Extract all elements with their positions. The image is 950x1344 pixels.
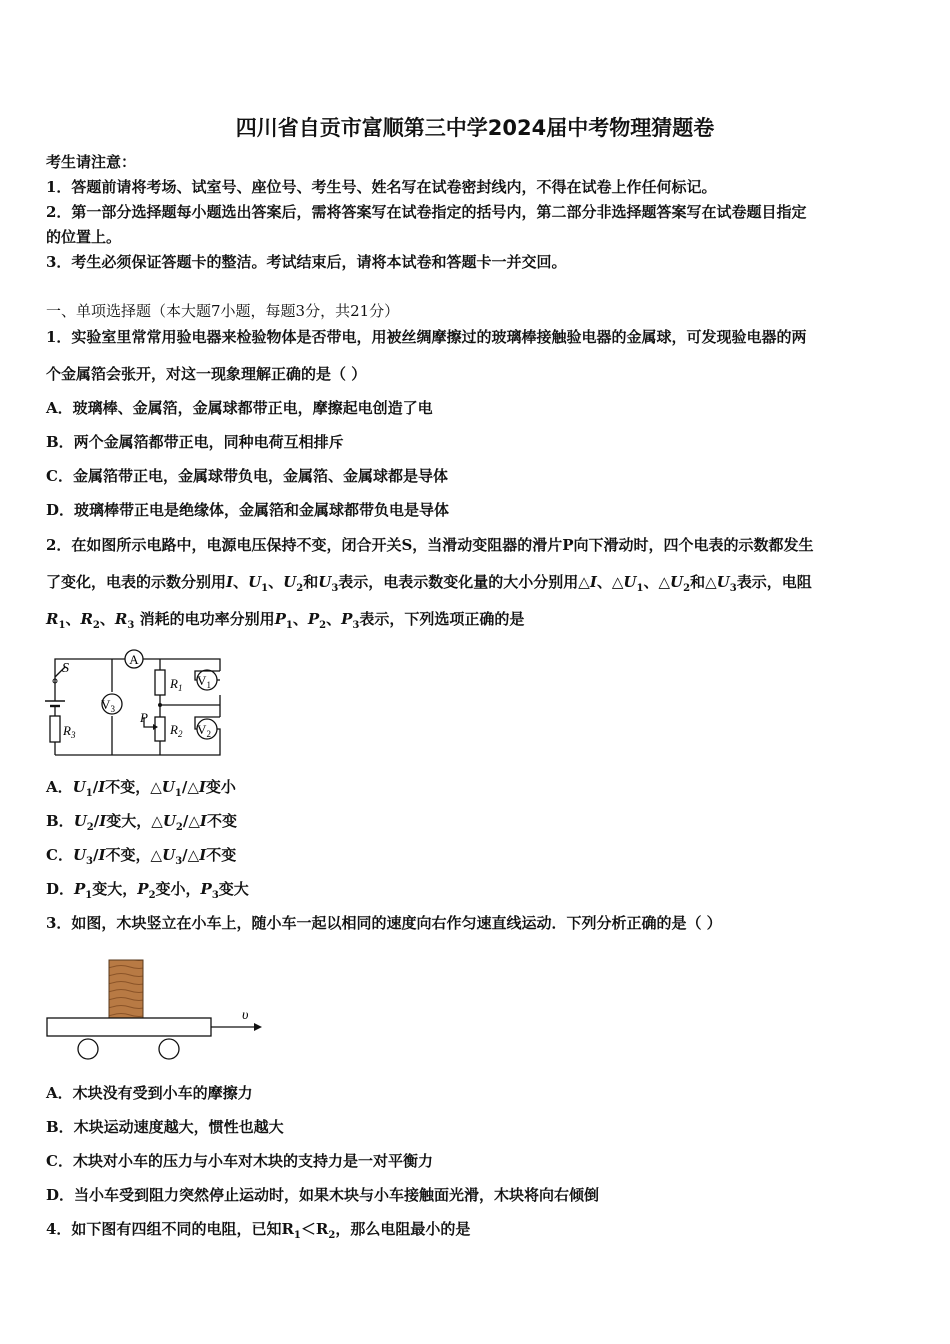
cart-diagram (40, 955, 270, 1065)
page-title: 四川省自贡市富顺第三中学2024届中考物理猜题卷 (235, 116, 715, 140)
v3-label: $V_3$ (101, 697, 115, 714)
velocity-label: υ (242, 1008, 249, 1023)
q1-option-d: D．玻璃棒带正电是绝缘体，金属箔和金属球都带负电是导体 (46, 501, 450, 519)
q2-option-a: A．$U_1/I$不变，$\triangle U_1/\triangle I$变小 (46, 778, 236, 799)
q2-stem: 2．在如图所示电路中，电源电压保持不变，闭合开关S，当滑动变阻器的滑片P向下滑动时，四个电表的示数都发生 (46, 536, 814, 554)
r1-label: $R_1$ (170, 676, 183, 693)
q3-option-d: D．当小车受到阻力突然停止运动时，如果木块与小车接触面光滑，木块将向右倾倒 (46, 1186, 600, 1204)
q2-stem-line3: $R_1$、$R_2$、$R_3$ 消耗的电功率分别用$P_1$、$P_2$、$P_3$表示，下列选项正确的是 (46, 610, 525, 631)
q3-option-a: A．木块没有受到小车的摩擦力 (46, 1084, 253, 1102)
notice-item: 3．考生必须保证答题卡的整洁。考试结束后，请将本试卷和答题卡一并交回。 (46, 253, 567, 271)
notice-item: 的位置上。 (46, 228, 122, 246)
q1-option-a: A．玻璃棒、金属箔，金属球都带正电，摩擦起电创造了电 (46, 399, 433, 417)
section-heading: 一、单项选择题（本大题7小题，每题3分，共21分） (46, 302, 400, 320)
notice-heading: 考生请注意： (46, 153, 137, 171)
q3-option-c: C．木块对小车的压力与小车对木块的支持力是一对平衡力 (46, 1152, 433, 1170)
q3-stem: 3．如图，木块竖立在小车上，随小车一起以相同的速度向右作匀速直线运动．下列分析正确的是（ ） (46, 914, 722, 932)
v2-label: $V_2$ (197, 722, 211, 739)
r3-label: $R_3$ (63, 723, 76, 740)
q1-option-b: B．两个金属箔都带正电，同种电荷互相排斥 (46, 433, 344, 451)
slider-label: P (140, 710, 148, 725)
wheel (159, 1039, 179, 1059)
q1-stem: 1．实验室里常常用验电器来检验物体是否带电，用被丝绸摩擦过的玻璃棒接触验电器的金属球，可发现验电器的两 (46, 328, 807, 346)
q2-option-c: C．$U_3/I$不变，$\triangle U_3/\triangle I$不变 (46, 846, 237, 867)
notice-item: 1．答题前请将考场、试室号、座位号、考生号、姓名写在试卷密封线内，不得在试卷上作任何标记。 (46, 178, 717, 196)
switch-label: S (62, 661, 69, 676)
ammeter-label: A (129, 652, 139, 667)
wheel (78, 1039, 98, 1059)
velocity-arrow (254, 1023, 262, 1031)
q1-stem: 个金属箔会张开，对这一现象理解正确的是（ ） (46, 365, 367, 383)
notice-item: 2．第一部分选择题每小题选出答案后，需将答案写在试卷指定的括号内，第二部分非选择题答案写在试卷题目指定 (46, 203, 807, 221)
q2-option-b: B．$U_2/I$变大，$\triangle U_2/\triangle I$不变 (46, 812, 237, 833)
q2-option-d: D．$P_1$变大，$P_2$变小，$P_3$变大 (46, 880, 249, 901)
q4-stem: 4．如下图有四组不同的电阻，已知$R_1<R_2$，那么电阻最小的是 (46, 1220, 471, 1241)
r2-label: $R_2$ (170, 722, 183, 739)
q2-stem-line2: 了变化，电表的示数分别用I、$U_1$、$U_2$和$U_3$表示，电表示数变化量的大小分别用△I、$\triangle U_1$、$\triangle U_2$和$\triangle U_3$表示，电阻 (46, 573, 812, 594)
v1-label: $V_1$ (197, 673, 211, 690)
q1-option-c: C．金属箔带正电，金属球带负电，金属箔、金属球都是导体 (46, 467, 448, 485)
wood-block (109, 960, 143, 1018)
q3-option-b: B．木块运动速度越大，惯性也越大 (46, 1118, 284, 1136)
cart-body (47, 1018, 211, 1036)
circuit-diagram (40, 645, 230, 760)
